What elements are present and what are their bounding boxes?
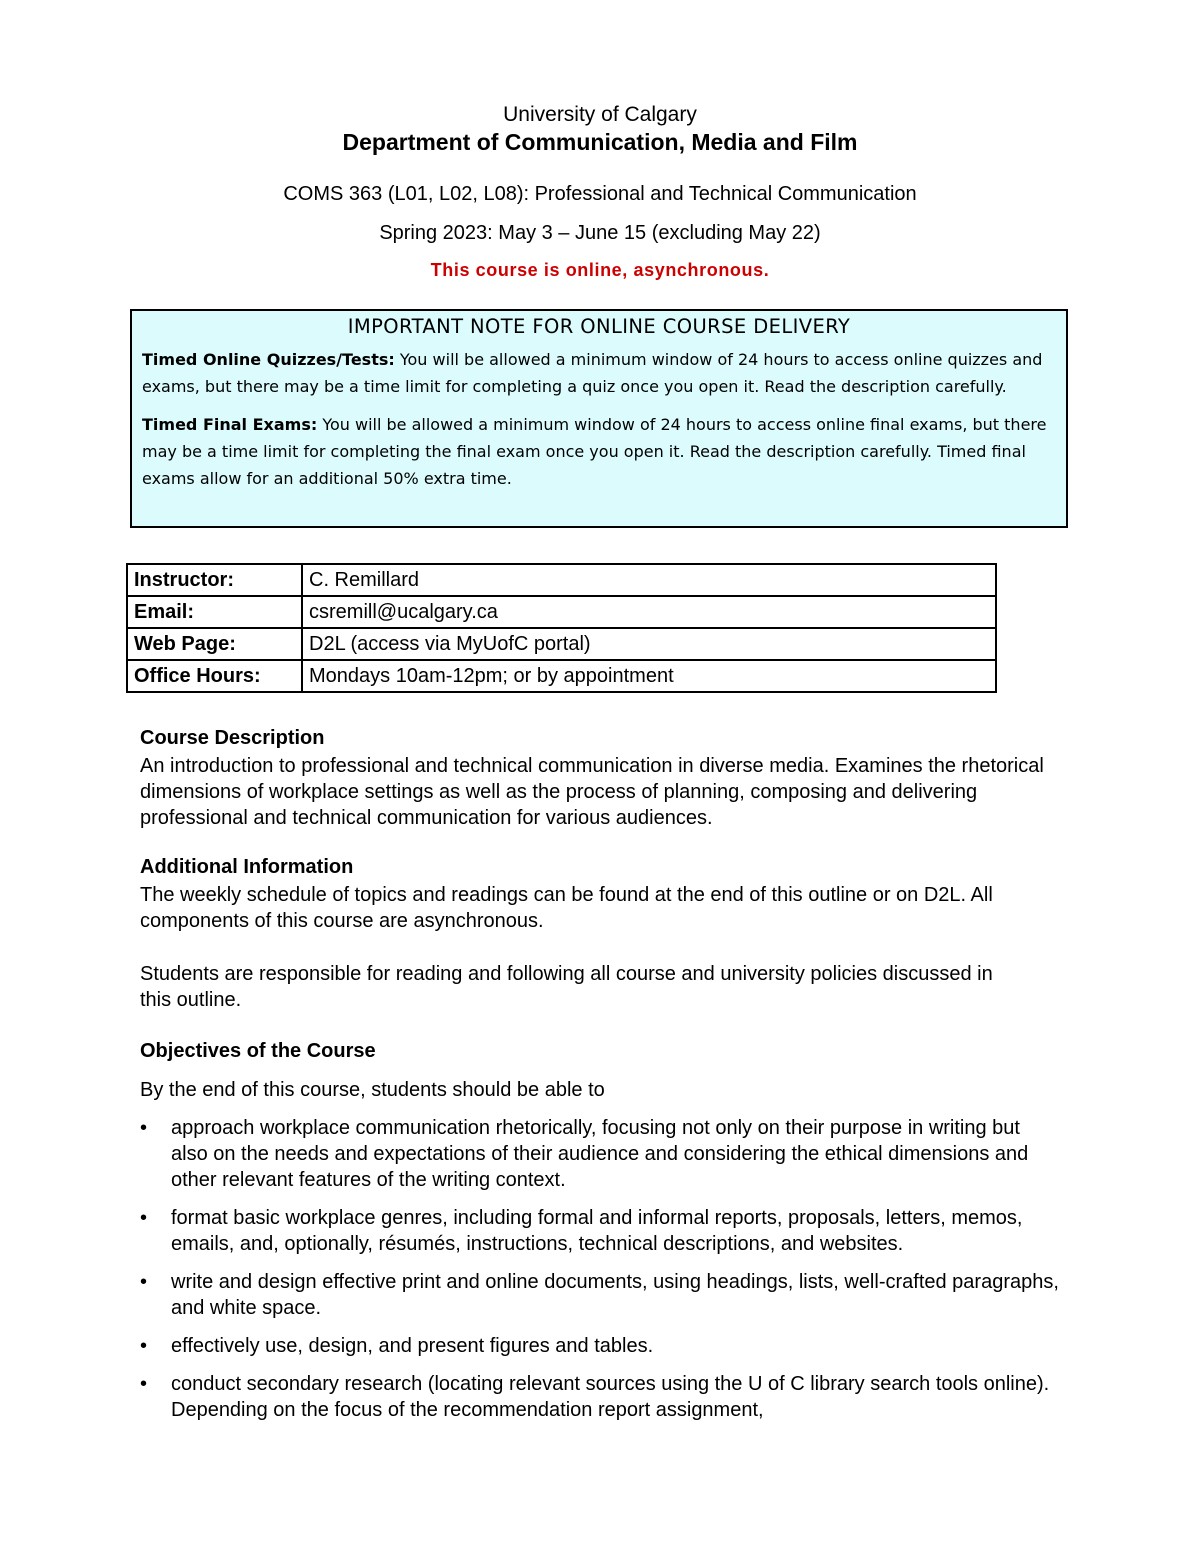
table-row — [127, 596, 996, 628]
bullet-icon: • — [140, 1271, 148, 1293]
additional-info-text-2: Students are responsible for reading and following all course and university policies discussed in this outline. — [140, 963, 993, 1011]
objectives-list — [140, 1115, 1060, 1435]
list-item — [140, 1269, 1060, 1321]
email-label: Email: — [127, 596, 302, 628]
additional-info-text-1: The weekly schedule of topics and readings can be found at the end of this outline or on D2L. All components of this course are asynchronous. — [140, 884, 993, 932]
department-name: Department of Communication, Media and Film — [342, 129, 858, 155]
delivery-notice: This course is online, asynchronous. — [430, 260, 770, 280]
note-quizzes-text: You will be allowed a minimum window of 24 hours to access online quizzes and exams, but there may be a time limit for completing a quiz once you open it. Read the description carefully. — [142, 350, 1043, 396]
objectives-intro: By the end of this course, students should be able to — [140, 1079, 605, 1101]
bullet-icon: • — [140, 1117, 148, 1139]
table-row — [127, 660, 996, 692]
web-page-value: D2L (access via MyUofC portal) — [302, 628, 996, 660]
instructor-label: Instructor: — [127, 564, 302, 596]
table-row — [127, 564, 996, 596]
office-hours-label: Office Hours: — [127, 660, 302, 692]
note-quizzes-label: Timed Online Quizzes/Tests: — [142, 350, 395, 369]
table-row — [127, 628, 996, 660]
note-box-title: IMPORTANT NOTE FOR ONLINE COURSE DELIVERY — [347, 315, 851, 338]
objective-text: approach workplace communication rhetorically, focusing not only on their purpose in writing but also on the needs and expectations of their audience and considering the ethical dimensions and other relevant features of the writing context. — [171, 1117, 1029, 1191]
list-item — [140, 1371, 1060, 1423]
bullet-icon: • — [140, 1335, 148, 1357]
bullet-icon: • — [140, 1373, 148, 1395]
list-item — [140, 1115, 1060, 1193]
bullet-icon: • — [140, 1207, 148, 1229]
note-final-exams-label: Timed Final Exams: — [142, 415, 318, 434]
list-item — [140, 1333, 1060, 1359]
list-item — [140, 1205, 1060, 1257]
note-final-exams-text: You will be allowed a minimum window of 24 hours to access online final exams, but there may be a time limit for completing the final exam once you open it. Read the description carefully. Timed final exams allow for an additional 50% extra time. — [142, 415, 1047, 488]
objective-text: write and design effective print and online documents, using headings, lists, well-crafted paragraphs, and white space. — [171, 1271, 1059, 1319]
course-description-heading: Course Description — [140, 727, 325, 749]
objective-text: format basic workplace genres, including formal and informal reports, proposals, letters, memos, emails, and, optionally, résumés, instructions, technical descriptions, and websites. — [171, 1207, 1023, 1255]
objective-text: conduct secondary research (locating relevant sources using the U of C library search tools online). Depending on the focus of the recommendation report assignment, — [171, 1373, 1050, 1421]
objective-text: effectively use, design, and present figures and tables. — [171, 1335, 654, 1357]
additional-info-heading: Additional Information — [140, 856, 354, 878]
instructor-value: C. Remillard — [302, 564, 996, 596]
objectives-heading: Objectives of the Course — [140, 1040, 376, 1062]
online-delivery-note-box — [130, 309, 1068, 528]
office-hours-value: Mondays 10am-12pm; or by appointment — [302, 660, 996, 692]
course-term: Spring 2023: May 3 – June 15 (excluding May 22) — [379, 222, 821, 244]
email-value[interactable]: csremill@ucalgary.ca — [302, 596, 996, 628]
university-name: University of Calgary — [503, 103, 697, 126]
course-title: COMS 363 (L01, L02, L08): Professional and Technical Communication — [283, 183, 917, 205]
course-description-text: An introduction to professional and technical communication in diverse media. Examines the rhetorical dimensions of workplace settings as well as the process of planning, composing and delivering professional and technical communication for various audiences. — [140, 755, 1044, 829]
instructor-info-table — [126, 563, 997, 693]
web-page-label: Web Page: — [127, 628, 302, 660]
note-final-exams — [142, 411, 1056, 492]
note-quizzes — [142, 346, 1056, 400]
